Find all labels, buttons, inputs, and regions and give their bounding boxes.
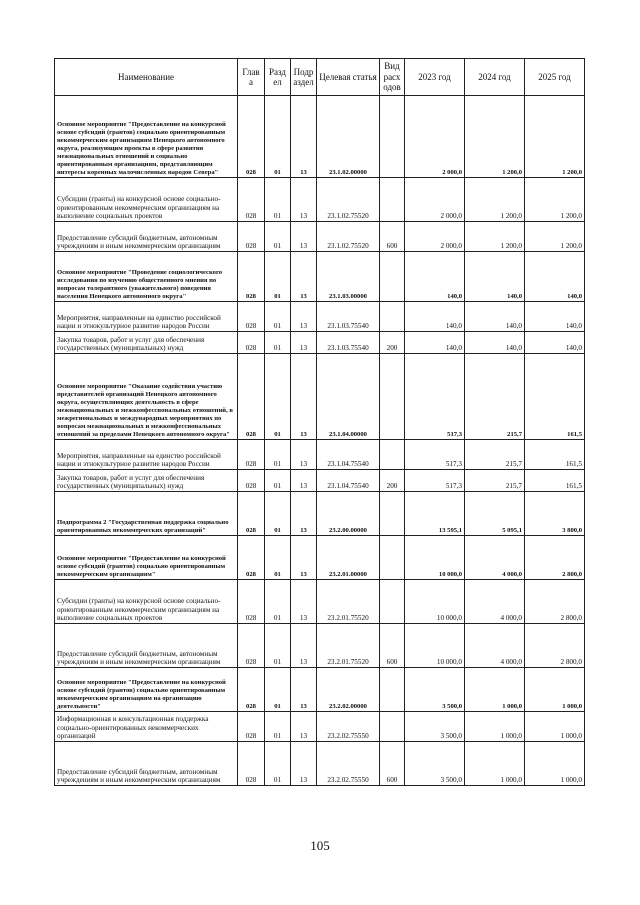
cell-vid — [380, 712, 405, 742]
cell-y2024: 215,7 — [465, 470, 525, 492]
cell-glava: 028 — [238, 536, 265, 580]
cell-y2024: 140,0 — [465, 332, 525, 354]
cell-y2024: 4 000,0 — [465, 624, 525, 668]
cell-razdel: 01 — [265, 440, 291, 470]
cell-y2025: 161,5 — [525, 470, 585, 492]
cell-razdel: 01 — [265, 580, 291, 624]
cell-vid — [380, 440, 405, 470]
cell-y2025: 1 200,0 — [525, 96, 585, 178]
cell-razdel: 01 — [265, 252, 291, 302]
table-row — [55, 354, 585, 440]
cell-razdel: 01 — [265, 668, 291, 712]
cell-vid: 600 — [380, 222, 405, 252]
cell-y2023: 2 000,0 — [405, 96, 465, 178]
cell-razdel: 01 — [265, 332, 291, 354]
cell-target: 23.1.02.75520 — [317, 222, 380, 252]
header-glava: Глав а — [238, 59, 265, 96]
table-row — [55, 222, 585, 252]
cell-glava: 028 — [238, 580, 265, 624]
cell-y2025: 2 800,0 — [525, 536, 585, 580]
cell-name: Закупка товаров, работ и услуг для обеспечения государственных (муниципальных) нужд — [55, 470, 238, 492]
cell-y2023: 10 000,0 — [405, 536, 465, 580]
cell-razdel: 01 — [265, 178, 291, 222]
cell-name: Субсидии (гранты) на конкурсной основе социально-ориентированным некоммерческим организациям на выполнение социальных проектов — [55, 580, 238, 624]
cell-razdel: 01 — [265, 354, 291, 440]
cell-razdel: 01 — [265, 96, 291, 178]
cell-podrazdel: 13 — [291, 492, 317, 536]
cell-podrazdel: 13 — [291, 96, 317, 178]
header-razdel: Разд ел — [265, 59, 291, 96]
table-row — [55, 96, 585, 178]
cell-glava: 028 — [238, 624, 265, 668]
cell-y2024: 215,7 — [465, 354, 525, 440]
cell-y2025: 161,5 — [525, 440, 585, 470]
table-row — [55, 302, 585, 332]
cell-razdel: 01 — [265, 302, 291, 332]
cell-glava: 028 — [238, 178, 265, 222]
cell-name: Субсидии (гранты) на конкурсной основе социально-ориентированным некоммерческим организациям на выполнение социальных проектов — [55, 178, 238, 222]
cell-podrazdel: 13 — [291, 624, 317, 668]
cell-glava: 028 — [238, 712, 265, 742]
cell-podrazdel: 13 — [291, 252, 317, 302]
cell-podrazdel: 13 — [291, 332, 317, 354]
cell-y2023: 10 000,0 — [405, 624, 465, 668]
cell-target: 23.1.03.00000 — [317, 252, 380, 302]
cell-target: 23.1.04.75540 — [317, 470, 380, 492]
cell-glava: 028 — [238, 332, 265, 354]
cell-glava: 028 — [238, 302, 265, 332]
cell-name: Основное мероприятие "Оказание содействия участию представителей организаций Ненецкого автономного округа, осуществляющих деятельность в сфере межнациональных и межконфессиональных отношений, в межрегиональных и международных мероприятиях по вопросам межнациональных и межконфессиональных отношений за пределами Ненецкого автономного округа" — [55, 354, 238, 440]
cell-vid: 200 — [380, 332, 405, 354]
cell-razdel: 01 — [265, 470, 291, 492]
cell-y2023: 140,0 — [405, 302, 465, 332]
cell-vid — [380, 668, 405, 712]
cell-y2025: 1 000,0 — [525, 712, 585, 742]
cell-glava: 028 — [238, 222, 265, 252]
cell-glava: 028 — [238, 252, 265, 302]
cell-glava: 028 — [238, 96, 265, 178]
cell-target: 23.1.04.75540 — [317, 440, 380, 470]
table-row — [55, 252, 585, 302]
cell-podrazdel: 13 — [291, 178, 317, 222]
cell-y2023: 517,3 — [405, 440, 465, 470]
cell-name: Основное мероприятие "Предоставление на конкурсной основе субсидий (грантов) социально ориентированным некоммерческим организациям на организацию деятельности" — [55, 668, 238, 712]
cell-y2023: 10 000,0 — [405, 580, 465, 624]
cell-y2024: 1 200,0 — [465, 222, 525, 252]
cell-y2023: 2 000,0 — [405, 222, 465, 252]
cell-y2025: 1 000,0 — [525, 742, 585, 786]
cell-y2025: 2 800,0 — [525, 624, 585, 668]
cell-y2023: 517,3 — [405, 354, 465, 440]
cell-name: Информационная и консультационная поддержка социально-ориентированных некоммерческих организаций — [55, 712, 238, 742]
cell-razdel: 01 — [265, 712, 291, 742]
cell-y2024: 140,0 — [465, 252, 525, 302]
cell-y2024: 1 200,0 — [465, 178, 525, 222]
cell-vid — [380, 252, 405, 302]
cell-podrazdel: 13 — [291, 668, 317, 712]
cell-y2024: 5 095,1 — [465, 492, 525, 536]
cell-podrazdel: 13 — [291, 440, 317, 470]
cell-target: 23.1.03.75540 — [317, 332, 380, 354]
table-header-row — [55, 59, 585, 96]
table-row — [55, 470, 585, 492]
cell-vid — [380, 536, 405, 580]
cell-podrazdel: 13 — [291, 302, 317, 332]
cell-vid — [380, 354, 405, 440]
table-row — [55, 492, 585, 536]
cell-glava: 028 — [238, 470, 265, 492]
cell-name: Мероприятия, направленные на единство российской нации и этнокультурное развитие народов России — [55, 440, 238, 470]
cell-target: 23.2.02.00000 — [317, 668, 380, 712]
cell-razdel: 01 — [265, 624, 291, 668]
table-row — [55, 536, 585, 580]
cell-y2023: 3 500,0 — [405, 712, 465, 742]
table-row — [55, 742, 585, 786]
cell-vid: 600 — [380, 624, 405, 668]
cell-razdel: 01 — [265, 536, 291, 580]
cell-vid — [380, 580, 405, 624]
cell-name: Мероприятия, направленные на единство российской нации и этнокультурное развитие народов России — [55, 302, 238, 332]
cell-vid — [380, 178, 405, 222]
page-number: 105 — [310, 838, 330, 853]
header-2024: 2024 год — [465, 59, 525, 96]
cell-target: 23.2.01.00000 — [317, 536, 380, 580]
cell-y2025: 1 200,0 — [525, 222, 585, 252]
cell-name: Основное мероприятие "Предоставление на конкурсной основе субсидий (грантов) социально ориентированным некоммерческим организациям" — [55, 536, 238, 580]
cell-name: Закупка товаров, работ и услуг для обеспечения государственных (муниципальных) нужд — [55, 332, 238, 354]
cell-y2025: 140,0 — [525, 332, 585, 354]
cell-glava: 028 — [238, 354, 265, 440]
header-2023: 2023 год — [405, 59, 465, 96]
cell-target: 23.2.02.75550 — [317, 712, 380, 742]
cell-target: 23.2.00.00000 — [317, 492, 380, 536]
cell-y2024: 1 000,0 — [465, 668, 525, 712]
cell-y2025: 140,0 — [525, 302, 585, 332]
cell-glava: 028 — [238, 668, 265, 712]
cell-vid: 200 — [380, 470, 405, 492]
table-row — [55, 440, 585, 470]
cell-podrazdel: 13 — [291, 536, 317, 580]
cell-podrazdel: 13 — [291, 580, 317, 624]
cell-target: 23.1.02.00000 — [317, 96, 380, 178]
table-row — [55, 580, 585, 624]
table-row — [55, 712, 585, 742]
cell-glava: 028 — [238, 492, 265, 536]
header-2025: 2025 год — [525, 59, 585, 96]
cell-y2024: 140,0 — [465, 302, 525, 332]
cell-vid: 600 — [380, 742, 405, 786]
cell-y2023: 517,3 — [405, 470, 465, 492]
cell-y2023: 3 500,0 — [405, 742, 465, 786]
table-row — [55, 178, 585, 222]
cell-y2025: 1 000,0 — [525, 668, 585, 712]
header-vid: Вид расх одов — [380, 59, 405, 96]
cell-razdel: 01 — [265, 742, 291, 786]
cell-podrazdel: 13 — [291, 354, 317, 440]
cell-y2024: 1 000,0 — [465, 742, 525, 786]
cell-vid — [380, 492, 405, 536]
cell-target: 23.1.02.75520 — [317, 178, 380, 222]
cell-y2025: 161,5 — [525, 354, 585, 440]
cell-y2025: 140,0 — [525, 252, 585, 302]
cell-y2023: 2 000,0 — [405, 178, 465, 222]
cell-name: Основное мероприятие "Предоставление на конкурсной основе субсидий (грантов) социально ориентированным некоммерческим организациям Ненецкого автономного округа, реализующим проекты в сфере развития межнациональных отношений и социально ориентированным организациям, представляющим интересы коренных малочисленных народов Севера" — [55, 96, 238, 178]
cell-y2023: 140,0 — [405, 332, 465, 354]
cell-y2025: 3 800,0 — [525, 492, 585, 536]
cell-podrazdel: 13 — [291, 470, 317, 492]
table-row — [55, 668, 585, 712]
cell-target: 23.2.02.75550 — [317, 742, 380, 786]
cell-y2025: 1 200,0 — [525, 178, 585, 222]
cell-glava: 028 — [238, 440, 265, 470]
cell-razdel: 01 — [265, 222, 291, 252]
cell-name: Предоставление субсидий бюджетным, автономным учреждениям и иным некоммерческим организациям — [55, 222, 238, 252]
cell-name: Предоставление субсидий бюджетным, автономным учреждениям и иным некоммерческим организациям — [55, 624, 238, 668]
cell-y2024: 4 000,0 — [465, 536, 525, 580]
cell-y2023: 140,0 — [405, 252, 465, 302]
cell-name: Основное мероприятие "Проведение социологического исследования по изучению общественного мнения по вопросам толерантного (уважительного) поведения населения Ненецкого автономного округа" — [55, 252, 238, 302]
cell-target: 23.1.04.00000 — [317, 354, 380, 440]
cell-y2024: 4 000,0 — [465, 580, 525, 624]
cell-razdel: 01 — [265, 492, 291, 536]
header-name: Наименование — [55, 59, 238, 96]
cell-y2025: 2 800,0 — [525, 580, 585, 624]
header-podrazdel: Подр аздел — [291, 59, 317, 96]
cell-y2023: 3 500,0 — [405, 668, 465, 712]
cell-podrazdel: 13 — [291, 712, 317, 742]
cell-name: Предоставление субсидий бюджетным, автономным учреждениям и иным некоммерческим организациям — [55, 742, 238, 786]
header-target: Целевая статья — [317, 59, 380, 96]
cell-vid — [380, 302, 405, 332]
cell-y2024: 215,7 — [465, 440, 525, 470]
cell-y2023: 13 595,1 — [405, 492, 465, 536]
cell-name: Подпрограмма 2 "Государственная поддержка социально ориентированных некоммерческих организаций" — [55, 492, 238, 536]
cell-vid — [380, 96, 405, 178]
cell-podrazdel: 13 — [291, 222, 317, 252]
cell-podrazdel: 13 — [291, 742, 317, 786]
cell-y2024: 1 200,0 — [465, 96, 525, 178]
cell-target: 23.2.01.75520 — [317, 624, 380, 668]
cell-target: 23.1.03.75540 — [317, 302, 380, 332]
cell-glava: 028 — [238, 742, 265, 786]
cell-target: 23.2.01.75520 — [317, 580, 380, 624]
table-row — [55, 624, 585, 668]
budget-table — [54, 58, 585, 786]
cell-y2024: 1 000,0 — [465, 712, 525, 742]
table-row — [55, 332, 585, 354]
